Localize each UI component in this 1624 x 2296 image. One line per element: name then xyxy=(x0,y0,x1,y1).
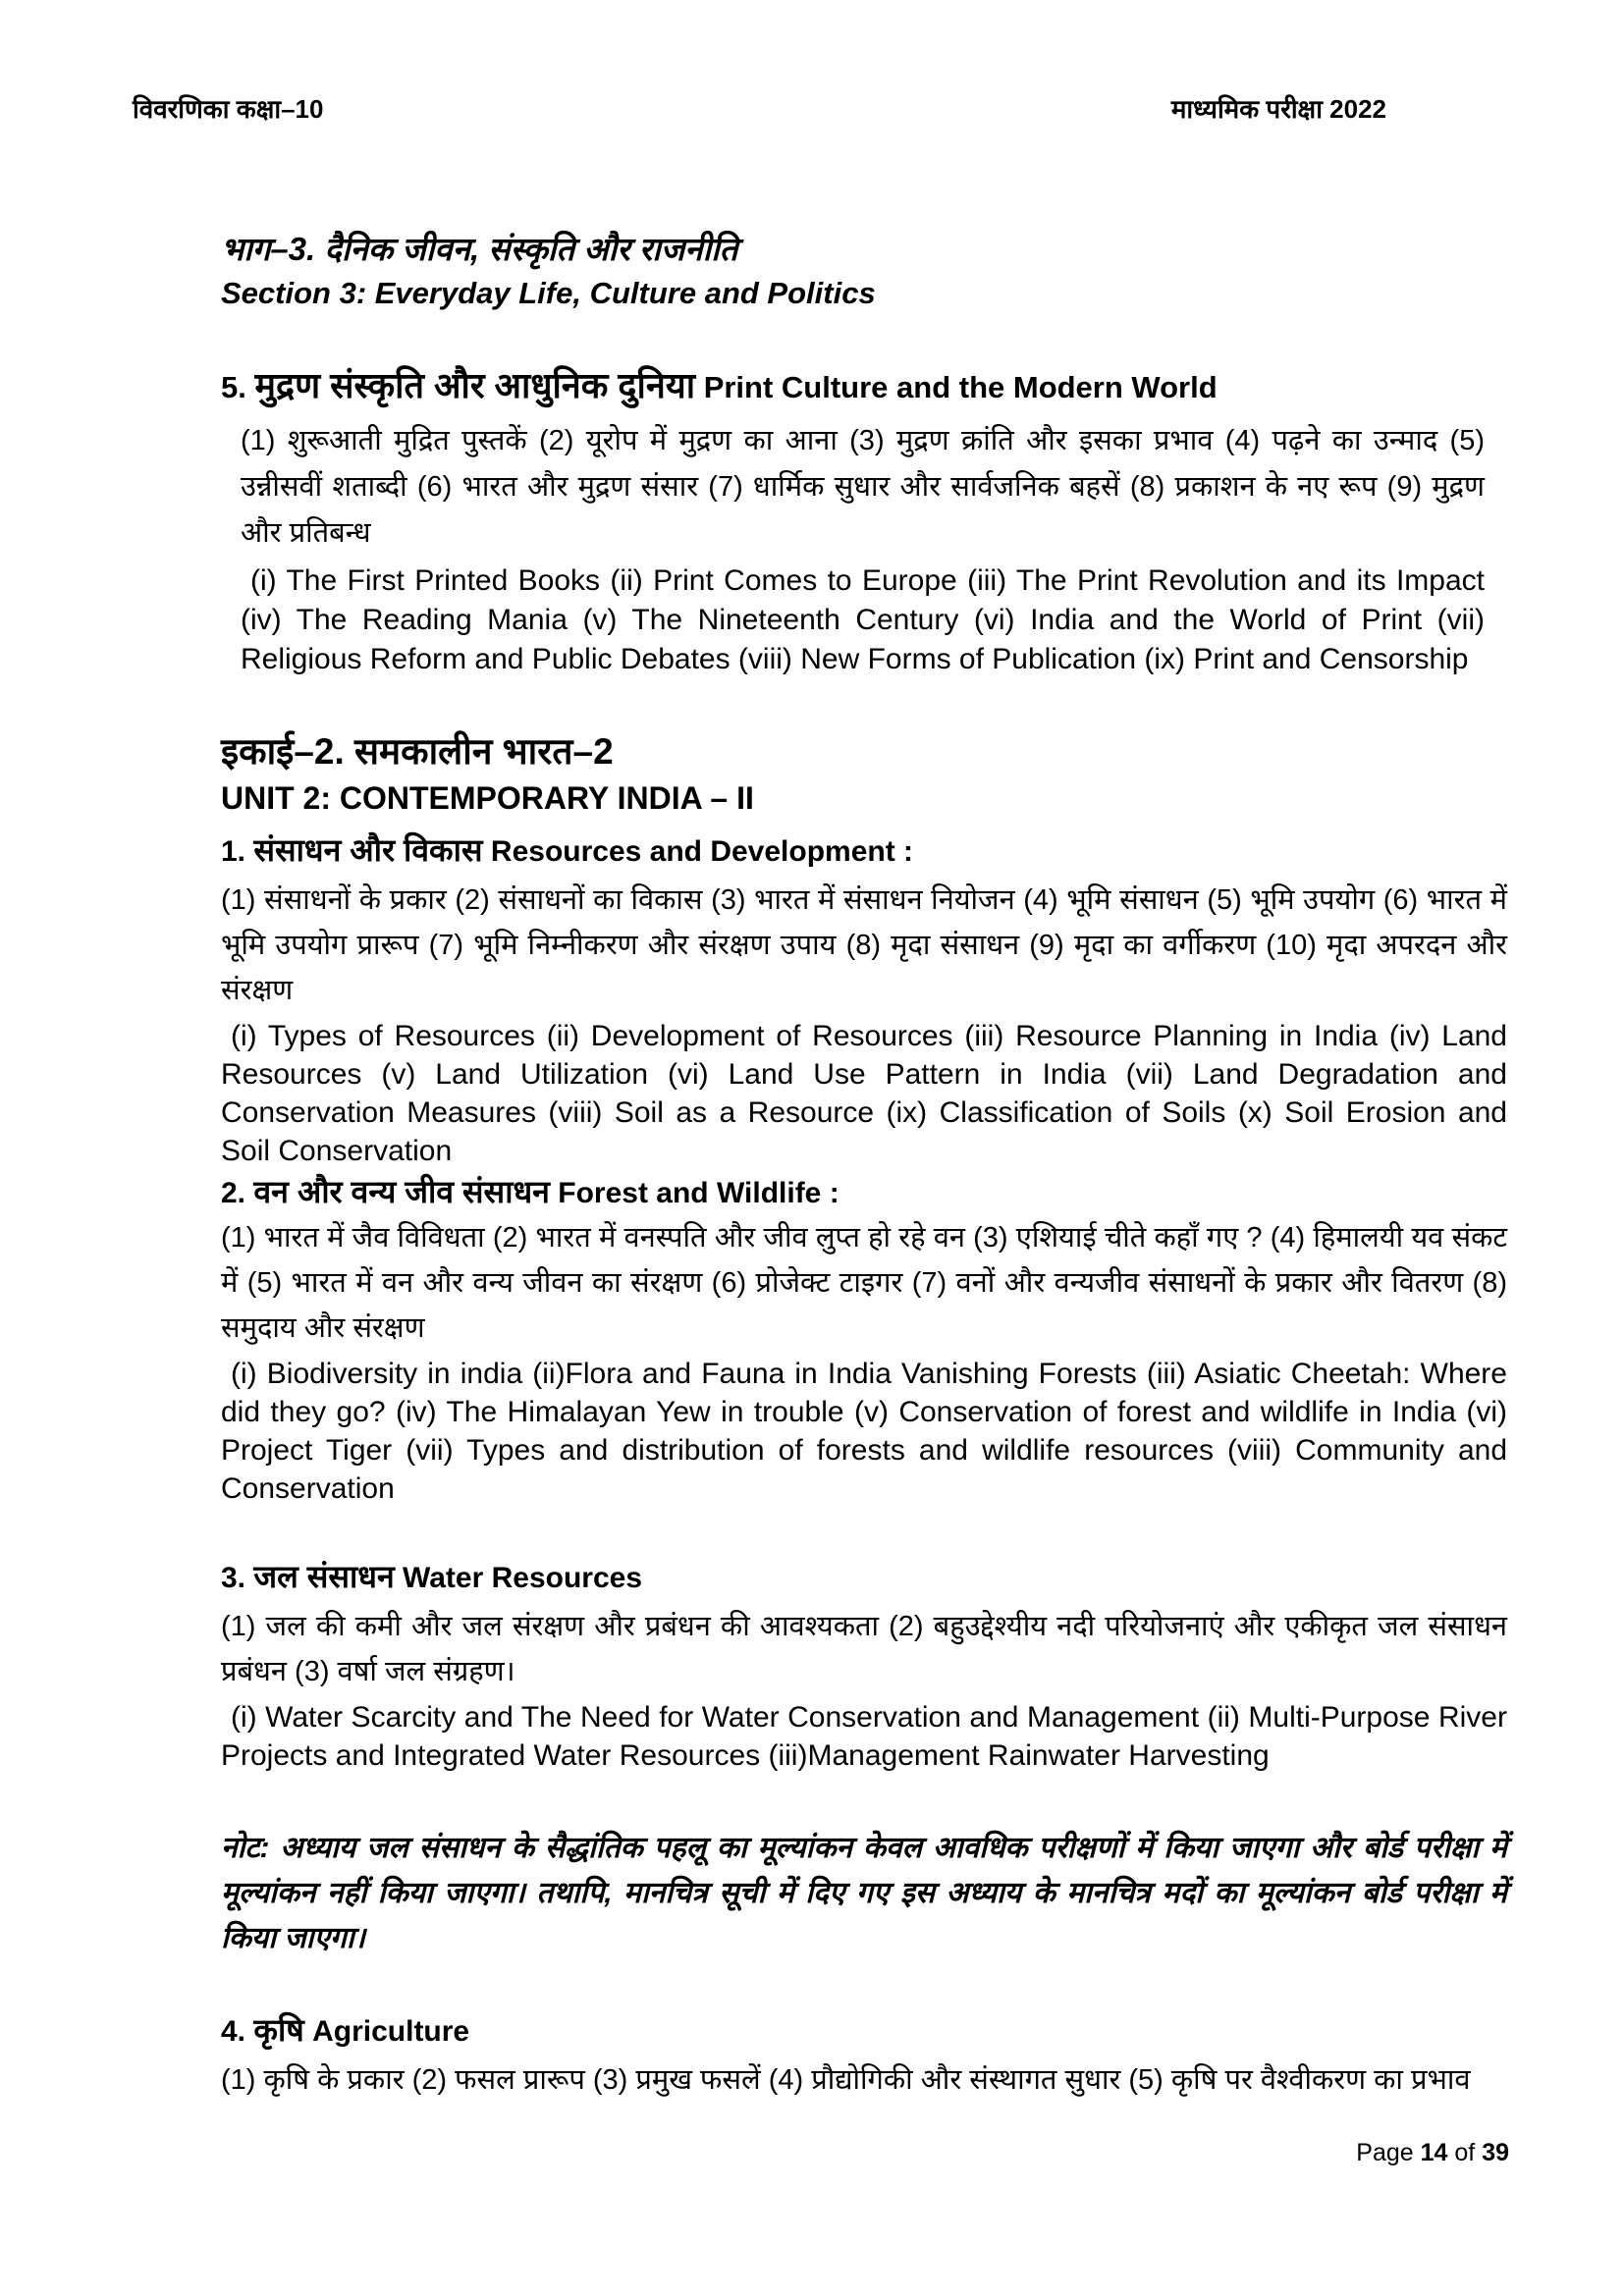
topic-body-hindi: (1) जल की कमी और जल संरक्षण और प्रबंधन की आवश्यकता (2) बहुउद्देश्यीय नदी परियोजनाएं और एकीकृत जल संसाधन प्रबंधन (3) वर्षा जल संग्रहण। xyxy=(221,1611,1507,1687)
topic-agriculture xyxy=(221,2010,1507,2103)
topic-title-hindi: जल संसाधन xyxy=(253,1559,395,1594)
page-content xyxy=(221,230,1507,2103)
topic-title-english: Water Resources xyxy=(403,1562,643,1594)
topic-body-english: (i) Water Scarcity and The Need for Water Conservation and Management (ii) Multi-Purpose River Projects and Integrated Water Resources (iii)Management Rainwater Harvesting xyxy=(221,1701,1507,1772)
topic-water-resources xyxy=(221,1557,1507,1775)
topic-body-hindi: (1) कृषि के प्रकार (2) फसल प्रारूप (3) प्रमुख फसलें (4) प्रौद्योगिकी और संस्थागत सुधार (5) कृषि पर वैश्वीकरण का प्रभाव xyxy=(221,2064,1471,2096)
topic-resources-and-development xyxy=(221,830,1507,1170)
section3-title-english: Section 3: Everyday Life, Culture and Politics xyxy=(221,276,876,310)
topic-title-english: Resources and Development xyxy=(490,835,895,868)
evaluation-note: नोट: अध्याय जल संसाधन के सैद्धांतिक पहलू का मूल्यांकन केवल आवधिक परीक्षणों में किया जाएगा और बोर्ड परीक्षा में मूल्यांकन नहीं किया जाएगा। तथापि, मानचित्र सूची में दिए गए इस अध्याय के मानचित्र मदों का मूल्यांकन बोर्ड परीक्षा में किया जाएगा। xyxy=(221,1832,1507,1954)
section3-title-hindi: भाग–3. दैनिक जीवन, संस्कृति और राजनीति xyxy=(221,231,738,267)
topic-title-english: Agriculture xyxy=(312,2015,470,2048)
header-right-exam-year: माध्यमिक परीक्षा 2022 xyxy=(1170,94,1386,124)
topic-number: 2. xyxy=(221,1177,246,1209)
topic5-body-english: (i) The First Printed Books (ii) Print Comes to Europe (iii) The Print Revolution and its Impact (iv) The Reading Mania (v) The Nineteenth Century (vi) India and the World of Print (vii) Religious Reform and Public Debates (viii) New Forms of Publication (ix) Print and Censorship xyxy=(241,564,1485,675)
unit2-title-english: UNIT 2: CONTEMPORARY INDIA – II xyxy=(221,780,754,816)
topic-title-hindi: संसाधन और विकास xyxy=(253,832,483,868)
footer-page-label: Page xyxy=(1356,2139,1421,2166)
topic-title-hindi: कृषि xyxy=(253,2012,304,2048)
topic-title-english: Forest and Wildlife xyxy=(558,1177,822,1209)
unit2-heading xyxy=(221,730,1507,817)
page-header xyxy=(0,0,1624,124)
topic-title-hindi: वन और वन्य जीव संसाधन xyxy=(253,1174,550,1209)
topic-number: 3. xyxy=(221,1562,246,1594)
topic-heading xyxy=(221,1172,1507,1213)
footer-page-number: 14 xyxy=(1420,2139,1448,2166)
section3-heading xyxy=(221,230,1507,312)
topic-number: 4. xyxy=(221,2015,246,2048)
topic-number: 1. xyxy=(221,835,246,868)
header-left-booklet-class: विवरणिका कक्षा–10 xyxy=(133,94,324,124)
topic-body-english: (i) Types of Resources (ii) Development of Resources (iii) Resource Planning in India (iv) Land Resources (v) Land Utilization (vi) Land Use Pattern in India (vii) Land Degradation and Conservation Measures (viii) Soil as a Resource (ix) Classification of Soils (x) Soil Erosion and Soil Conservation xyxy=(221,1020,1507,1167)
topic-body-hindi: (1) भारत में जैव विविधता (2) भारत में वनस्पति और जीव लुप्त हो रहे वन (3) एशियाई चीते कहाँ गए ? (4) हिमालयी यव संकट में (5) भारत में वन और वन्य जीवन का संरक्षण (6) प्रोजेक्ट टाइगर (7) वनों और वन्यजीव संसाधनों के प्रकार और वितरण (8) समुदाय और संरक्षण xyxy=(221,1222,1507,1344)
topic5-heading xyxy=(221,365,1507,408)
topic-body-english: (i) Biodiversity in india (ii)Flora and Fauna in India Vanishing Forests (iii) Asiatic Cheetah: Where did they go? (iv) The Himalayan Yew in trouble (v) Conservation of forest and wildlife in India (vi) Project Tiger (vii) Types and distribution of forests and wildlife resources (viii) Community and Conservation xyxy=(221,1358,1507,1505)
topic5-print-culture xyxy=(221,365,1507,679)
unit2-title-hindi: इकाई–2. समकालीन भारत–2 xyxy=(221,731,614,772)
footer-total-pages: 39 xyxy=(1482,2139,1509,2166)
footer-of-label: of xyxy=(1447,2139,1483,2166)
topic-title-suffix: : xyxy=(894,835,914,868)
topic5-body-hindi: (1) शुरूआती मुद्रित पुस्तकें (2) यूरोप में मुद्रण का आना (3) मुद्रण क्रांति और इसका प्रभाव (4) पढ़ने का उन्माद (5) उन्नीसवीं शताब्दी (6) भारत और मुद्रण संसार (7) धार्मिक सुधार और सार्वजनिक बहसें (8) प्रकाशन के नए रूप (9) मुद्रण और प्रतिबन्ध xyxy=(241,425,1485,549)
topic5-number: 5. xyxy=(221,370,246,404)
topic-body-hindi: (1) संसाधनों के प्रकार (2) संसाधनों का विकास (3) भारत में संसाधन नियोजन (4) भूमि संसाधन (5) भूमि उपयोग (6) भारत में भूमि उपयोग प्रारूप (7) भूमि निम्नीकरण और संरक्षण उपाय (8) मृदा संसाधन (9) मृदा का वर्गीकरण (10) मृदा अपरदन और संरक्षण xyxy=(221,884,1507,1006)
topic5-title-hindi: मुद्रण संस्कृति और आधुनिक दुनिया xyxy=(254,365,696,405)
topic5-title-english: Print Culture and the Modern World xyxy=(703,370,1218,404)
page-footer xyxy=(221,2138,1509,2167)
topic-forest-and-wildlife xyxy=(221,1172,1507,1508)
topic-heading xyxy=(221,2010,1507,2052)
topic-heading xyxy=(221,830,1507,872)
topic-title-suffix: : xyxy=(821,1177,839,1209)
topic-heading xyxy=(221,1557,1507,1598)
